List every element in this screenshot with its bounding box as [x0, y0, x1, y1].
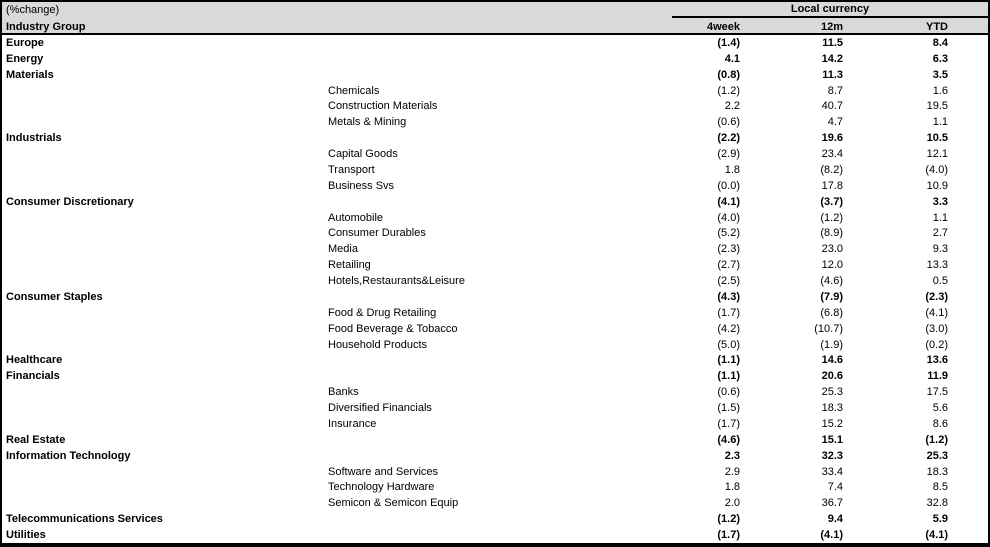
cell-value: (1.2) — [820, 211, 843, 224]
row-label: Software and Services — [328, 465, 439, 478]
cell-value: (2.3) — [925, 290, 948, 303]
table-row — [2, 114, 988, 130]
cell-value: 25.3 — [821, 386, 843, 399]
table-row — [2, 527, 988, 543]
table-row — [2, 416, 988, 432]
cell-value: (2.5) — [717, 275, 740, 288]
row-label: Metals & Mining — [328, 116, 407, 129]
cell-value: 1.1 — [932, 116, 948, 129]
cell-value: 17.8 — [821, 179, 843, 192]
cell-value: (1.2) — [925, 433, 948, 446]
table-body — [2, 35, 988, 543]
cell-value: 17.5 — [926, 386, 948, 399]
table-row — [2, 511, 988, 527]
row-label: Chemicals — [328, 84, 380, 97]
row-label: Healthcare — [6, 354, 63, 367]
cell-value: 9.4 — [827, 513, 843, 526]
cell-value: (1.7) — [717, 529, 740, 542]
cell-value: (1.1) — [717, 354, 740, 367]
cell-value: 12.0 — [821, 259, 843, 272]
cell-value: (8.9) — [820, 227, 843, 240]
cell-value: 1.1 — [932, 211, 948, 224]
cell-value: (0.8) — [717, 68, 740, 81]
row-label: Europe — [6, 36, 44, 49]
cell-value: (3.0) — [925, 322, 948, 335]
row-label: Banks — [328, 386, 359, 399]
table-row — [2, 448, 988, 464]
row-label: Financials — [6, 370, 60, 383]
table-row — [2, 495, 988, 511]
cell-value: (2.2) — [717, 132, 740, 145]
table-row — [2, 130, 988, 146]
table-row — [2, 337, 988, 353]
table-row — [2, 178, 988, 194]
cell-value: (7.9) — [820, 290, 843, 303]
table-row — [2, 305, 988, 321]
cell-value: (0.6) — [717, 116, 740, 129]
table-row — [2, 289, 988, 305]
cell-value: 36.7 — [821, 497, 843, 510]
cell-value: (0.2) — [925, 338, 948, 351]
cell-value: (1.7) — [717, 306, 740, 319]
cell-value: 2.7 — [932, 227, 948, 240]
cell-value: (4.2) — [717, 322, 740, 335]
cell-value: 33.4 — [821, 465, 843, 478]
cell-value: 40.7 — [821, 100, 843, 113]
cell-value: (2.3) — [717, 243, 740, 256]
row-label: Media — [328, 243, 358, 256]
cell-value: 2.2 — [724, 100, 740, 113]
row-label: Semicon & Semicon Equip — [328, 497, 459, 510]
table-row — [2, 353, 988, 369]
cell-value: (4.1) — [820, 529, 843, 542]
local-currency-group-header: Local currency — [672, 2, 988, 18]
table-row — [2, 67, 988, 83]
cell-value: 5.9 — [932, 513, 948, 526]
table-row — [2, 321, 988, 337]
cell-value: 18.3 — [821, 402, 843, 415]
cell-value: 1.8 — [724, 163, 740, 176]
row-label: Automobile — [328, 211, 384, 224]
row-label: Information Technology — [6, 449, 131, 462]
cell-value: (1.4) — [717, 36, 740, 49]
cell-value: (6.8) — [820, 306, 843, 319]
table-row — [2, 210, 988, 226]
table-row — [2, 480, 988, 496]
row-label: Household Products — [328, 338, 428, 351]
table-row — [2, 384, 988, 400]
row-label: Transport — [328, 163, 375, 176]
cell-value: (1.1) — [717, 370, 740, 383]
cell-value: 23.4 — [821, 148, 843, 161]
cell-value: 3.3 — [932, 195, 948, 208]
header-row-currency — [2, 2, 988, 19]
row-label: Insurance — [328, 417, 377, 430]
cell-value: (0.0) — [717, 179, 740, 192]
cell-value: 8.5 — [932, 481, 948, 494]
cell-value: 10.9 — [926, 179, 948, 192]
cell-value: (0.6) — [717, 386, 740, 399]
cell-value: (4.6) — [820, 275, 843, 288]
row-label: Industrials — [6, 132, 62, 145]
row-label: Materials — [6, 68, 54, 81]
row-label: Telecommunications Services — [6, 513, 163, 526]
cell-value: 2.3 — [724, 449, 740, 462]
cell-value: (4.1) — [717, 195, 740, 208]
cell-value: 4.7 — [827, 116, 843, 129]
cell-value: (1.2) — [717, 84, 740, 97]
cell-value: 5.6 — [932, 402, 948, 415]
cell-value: 3.5 — [932, 68, 948, 81]
column-header-12m: 12m — [820, 21, 843, 33]
cell-value: (1.9) — [820, 338, 843, 351]
cell-value: 8.6 — [932, 417, 948, 430]
cell-value: 11.5 — [822, 36, 843, 49]
table-row — [2, 432, 988, 448]
table-row — [2, 400, 988, 416]
table-row — [2, 464, 988, 480]
cell-value: 15.2 — [821, 417, 843, 430]
cell-value: (4.6) — [717, 433, 740, 446]
cell-value: 25.3 — [926, 449, 948, 462]
cell-value: 10.5 — [926, 132, 948, 145]
row-label: Diversified Financials — [328, 402, 432, 415]
cell-value: (1.7) — [717, 417, 740, 430]
row-label: Technology Hardware — [328, 481, 435, 494]
row-label: Real Estate — [6, 433, 66, 446]
cell-value: (5.0) — [717, 338, 740, 351]
row-label: Utilities — [6, 529, 46, 542]
cell-value: 18.3 — [926, 465, 948, 478]
cell-value: 6.3 — [932, 52, 948, 65]
cell-value: 14.6 — [821, 354, 843, 367]
table-row — [2, 99, 988, 115]
cell-value: 1.8 — [724, 481, 740, 494]
row-label: Food & Drug Retailing — [328, 306, 437, 319]
table-row — [2, 51, 988, 67]
cell-value: 8.7 — [827, 84, 843, 97]
cell-value: (8.2) — [820, 163, 843, 176]
table-row — [2, 35, 988, 51]
cell-value: (2.9) — [717, 148, 740, 161]
table-row — [2, 146, 988, 162]
table-row — [2, 368, 988, 384]
header-row-columns — [2, 19, 988, 35]
row-label: Business Svs — [328, 179, 395, 192]
table-row — [2, 83, 988, 99]
table-row — [2, 226, 988, 242]
cell-value: (4.0) — [925, 163, 948, 176]
table-row — [2, 273, 988, 289]
cell-value: 4.1 — [724, 52, 740, 65]
percent-change-label: (%change) — [6, 4, 60, 16]
cell-value: 11.3 — [822, 68, 843, 81]
cell-value: 23.0 — [821, 243, 843, 256]
cell-value: (3.7) — [820, 195, 843, 208]
cell-value: 14.2 — [821, 52, 843, 65]
table-row — [2, 162, 988, 178]
row-label: Hotels,Restaurants&Leisure — [328, 275, 465, 288]
row-label: Consumer Discretionary — [6, 195, 134, 208]
cell-value: (4.1) — [925, 306, 948, 319]
cell-value: (4.0) — [717, 211, 740, 224]
cell-value: 19.6 — [821, 132, 843, 145]
table-row — [2, 194, 988, 210]
cell-value: (4.1) — [925, 529, 948, 542]
table-header — [2, 2, 988, 35]
cell-value: 7.4 — [827, 481, 843, 494]
column-header-4week: 4week — [706, 21, 740, 33]
cell-value: 32.3 — [821, 449, 843, 462]
cell-value: (5.2) — [717, 227, 740, 240]
row-label: Food Beverage & Tobacco — [328, 322, 458, 335]
cell-value: 11.9 — [927, 370, 948, 383]
row-label: Consumer Durables — [328, 227, 426, 240]
cell-value: (1.2) — [717, 513, 740, 526]
cell-value: (4.3) — [717, 290, 740, 303]
cell-value: 2.9 — [724, 465, 740, 478]
cell-value: (2.7) — [717, 259, 740, 272]
cell-value: 32.8 — [926, 497, 948, 510]
cell-value: 19.5 — [926, 100, 948, 113]
cell-value: 8.4 — [932, 36, 948, 49]
column-header-ytd: YTD — [926, 21, 948, 33]
cell-value: 12.1 — [926, 148, 948, 161]
row-label: Energy — [6, 52, 44, 65]
row-label: Consumer Staples — [6, 290, 103, 303]
cell-value: 13.3 — [926, 259, 948, 272]
cell-value: 20.6 — [821, 370, 843, 383]
cell-value: (1.5) — [717, 402, 740, 415]
cell-value: 9.3 — [932, 243, 948, 256]
cell-value: (10.7) — [814, 322, 843, 335]
cell-value: 15.1 — [821, 433, 843, 446]
cell-value: 2.0 — [724, 497, 740, 510]
cell-value: 1.6 — [932, 84, 948, 97]
table-row — [2, 241, 988, 257]
row-label: Capital Goods — [328, 148, 398, 161]
row-label: Construction Materials — [328, 100, 438, 113]
row-label: Retailing — [328, 259, 371, 272]
cell-value: 13.6 — [926, 354, 948, 367]
cell-value: 0.5 — [932, 275, 948, 288]
table-row — [2, 257, 988, 273]
industry-group-header: Industry Group — [6, 21, 86, 33]
